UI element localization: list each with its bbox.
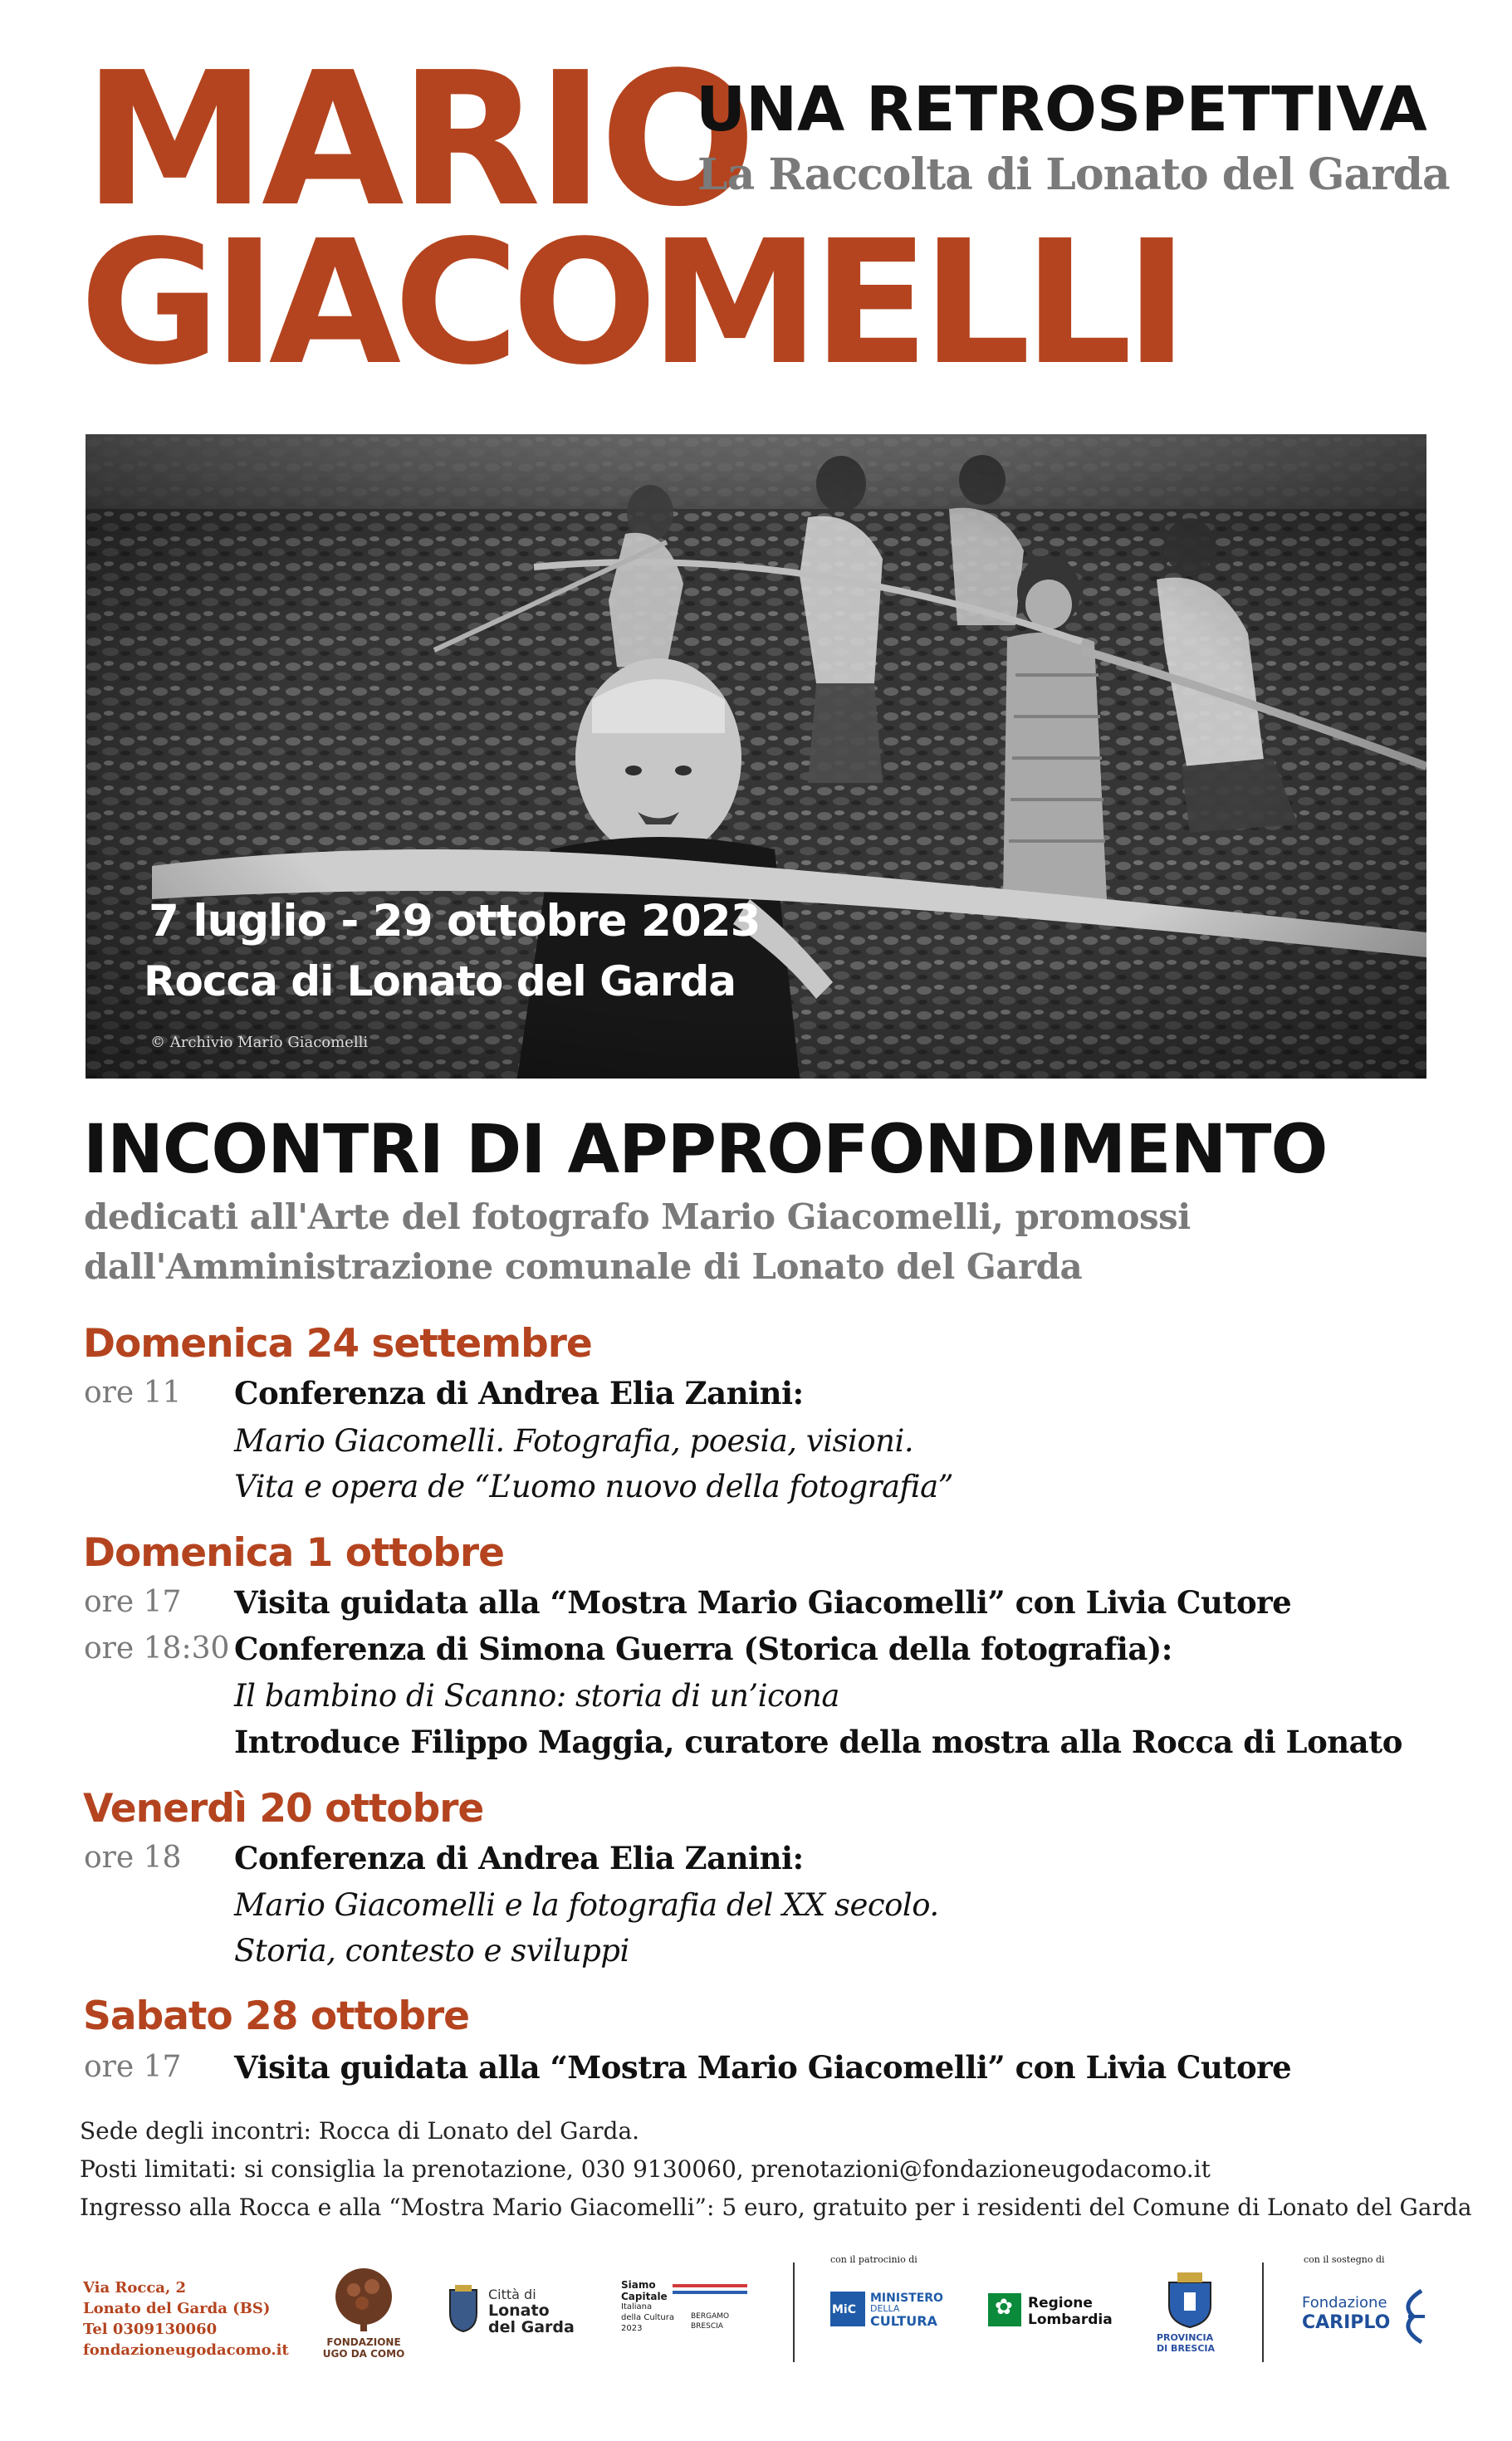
- logo-provincia-brescia: [1157, 2271, 1223, 2358]
- capitale-text: della Cultura: [621, 2313, 674, 2322]
- subtitle: UNA RETROSPETTIVA: [696, 74, 1427, 145]
- capitale-text: Italiana: [621, 2302, 653, 2311]
- fondazione-label: FONDAZIONE: [326, 2336, 401, 2348]
- mic-text: MINISTERO: [870, 2292, 943, 2305]
- event-time: ore 17: [84, 2050, 182, 2084]
- event-subtitle: Vita e opera de “L’uomo nuovo della fotografia”: [234, 1469, 954, 1504]
- logo-citta-lonato: [447, 2283, 588, 2341]
- regione-text: Lombardia: [1028, 2311, 1113, 2328]
- tree-icon: [322, 2267, 405, 2333]
- capitale-city: BRESCIA: [691, 2322, 723, 2331]
- event-day: Domenica 24 settembre: [83, 1321, 592, 1367]
- capitale-city: BERGAMO: [691, 2312, 730, 2321]
- rosa-camuna-icon: ✿: [995, 2295, 1013, 2320]
- logo-fondazione-ugo-da-como: [322, 2267, 405, 2358]
- mic-text: DELLA: [870, 2303, 900, 2314]
- intro-line-2: dall'Amministrazione comunale di Lonato del Garda: [84, 1246, 1083, 1287]
- provincia-crest-icon: [1161, 2271, 1219, 2329]
- collection-subtitle: La Raccolta di Lonato del Garda: [697, 149, 1450, 200]
- cariplo-icon: [1397, 2287, 1426, 2346]
- address-phone: Tel 0309130060: [83, 2321, 218, 2338]
- section-intro: [84, 1192, 1329, 1292]
- citta-label: Città di: [488, 2287, 536, 2302]
- provincia-text: DI BRESCIA: [1157, 2343, 1216, 2354]
- address-website[interactable]: fondazioneugodacomo.it: [83, 2341, 289, 2359]
- address-street: Via Rocca, 2: [83, 2279, 187, 2297]
- exhibition-dates: 7 luglio - 29 ottobre 2023: [149, 896, 761, 947]
- crest-icon: [447, 2283, 480, 2333]
- mic-text: CULTURA: [870, 2313, 937, 2329]
- event-subtitle: Mario Giacomelli e la fotografia del XX secolo.: [234, 1887, 939, 1923]
- note-booking: Posti limitati: si consiglia la prenotazione, 030 9130060, prenotazioni@fondazioneugodacomo.it: [80, 2155, 1211, 2183]
- event-subtitle: Mario Giacomelli. Fotografia, poesia, visioni.: [234, 1423, 914, 1459]
- event-day: Domenica 1 ottobre: [83, 1530, 504, 1576]
- logo-ministero-cultura: [830, 2292, 955, 2333]
- intro-line-1: dedicati all'Arte del fotografo Mario Giacomelli, promossi: [84, 1196, 1191, 1237]
- cariplo-text: Fondazione: [1302, 2294, 1387, 2311]
- event-time: ore 11: [84, 1376, 182, 1410]
- event-title: Conferenza di Andrea Elia Zanini:: [234, 1375, 804, 1411]
- capitale-text: Capitale: [621, 2291, 668, 2302]
- event-title: Visita guidata alla “Mostra Mario Giacomelli” con Livia Cutore: [234, 2049, 1292, 2086]
- photo-credit: © Archivio Mario Giacomelli: [150, 1034, 369, 1051]
- logo-fondazione-cariplo: [1302, 2287, 1426, 2346]
- footer-divider: [793, 2262, 795, 2362]
- capitale-text: 2023: [621, 2324, 643, 2333]
- regione-text: Regione: [1028, 2295, 1093, 2311]
- exhibition-place: Rocca di Lonato del Garda: [144, 957, 736, 1005]
- capitale-stripe: [673, 2284, 747, 2287]
- logo-capitale-cultura: [621, 2279, 754, 2354]
- event-title: Conferenza di Andrea Elia Zanini:: [234, 1840, 804, 1876]
- patrocinio-label: con il patrocinio di: [830, 2254, 917, 2265]
- title-first-name: MARIO: [83, 33, 751, 247]
- citta-name-2: del Garda: [488, 2318, 575, 2336]
- event-time: ore 18:30: [84, 1631, 230, 1666]
- fondazione-label-2: UGO DA COMO: [322, 2348, 405, 2360]
- event-subtitle: Il bambino di Scanno: storia di un’icona: [234, 1678, 839, 1714]
- cariplo-text: CARIPLO: [1302, 2312, 1391, 2333]
- event-title: Conferenza di Simona Guerra (Storica della fotografia):: [234, 1631, 1172, 1667]
- section-title: INCONTRI DI APPROFONDIMENTO: [83, 1111, 1328, 1189]
- event-title: Visita guidata alla “Mostra Mario Giacomelli” con Livia Cutore: [234, 1584, 1292, 1621]
- event-time: ore 17: [84, 1585, 182, 1619]
- note-tickets: Ingresso alla Rocca e alla “Mostra Mario Giacomelli”: 5 euro, gratuito per i residenti del Comune di Lonato del Garda: [80, 2194, 1472, 2221]
- note-venue: Sede degli incontri: Rocca di Lonato del Garda.: [80, 2117, 640, 2145]
- provincia-text: PROVINCIA: [1157, 2332, 1214, 2343]
- address-city: Lonato del Garda (BS): [83, 2300, 271, 2317]
- event-day: Sabato 28 ottobre: [83, 1993, 470, 2039]
- event-day: Venerdì 20 ottobre: [83, 1786, 484, 1832]
- footer-divider: [1262, 2262, 1264, 2362]
- logo-regione-lombardia: [988, 2292, 1113, 2333]
- capitale-text: Siamo: [621, 2279, 656, 2291]
- hero-photo: [86, 434, 1426, 1079]
- mic-abbr: MiC: [832, 2303, 857, 2316]
- sostegno-label: con il sostegno di: [1304, 2254, 1385, 2265]
- event-time: ore 18: [84, 1841, 182, 1875]
- event-subtitle: Storia, contesto e sviluppi: [234, 1933, 629, 1969]
- event-subtitle: Introduce Filippo Maggia, curatore della mostra alla Rocca di Lonato: [234, 1724, 1402, 1760]
- citta-name: Lonato: [488, 2302, 550, 2320]
- title-last-name: GIACOMELLI: [80, 203, 1182, 403]
- capitale-stripe: [673, 2291, 747, 2294]
